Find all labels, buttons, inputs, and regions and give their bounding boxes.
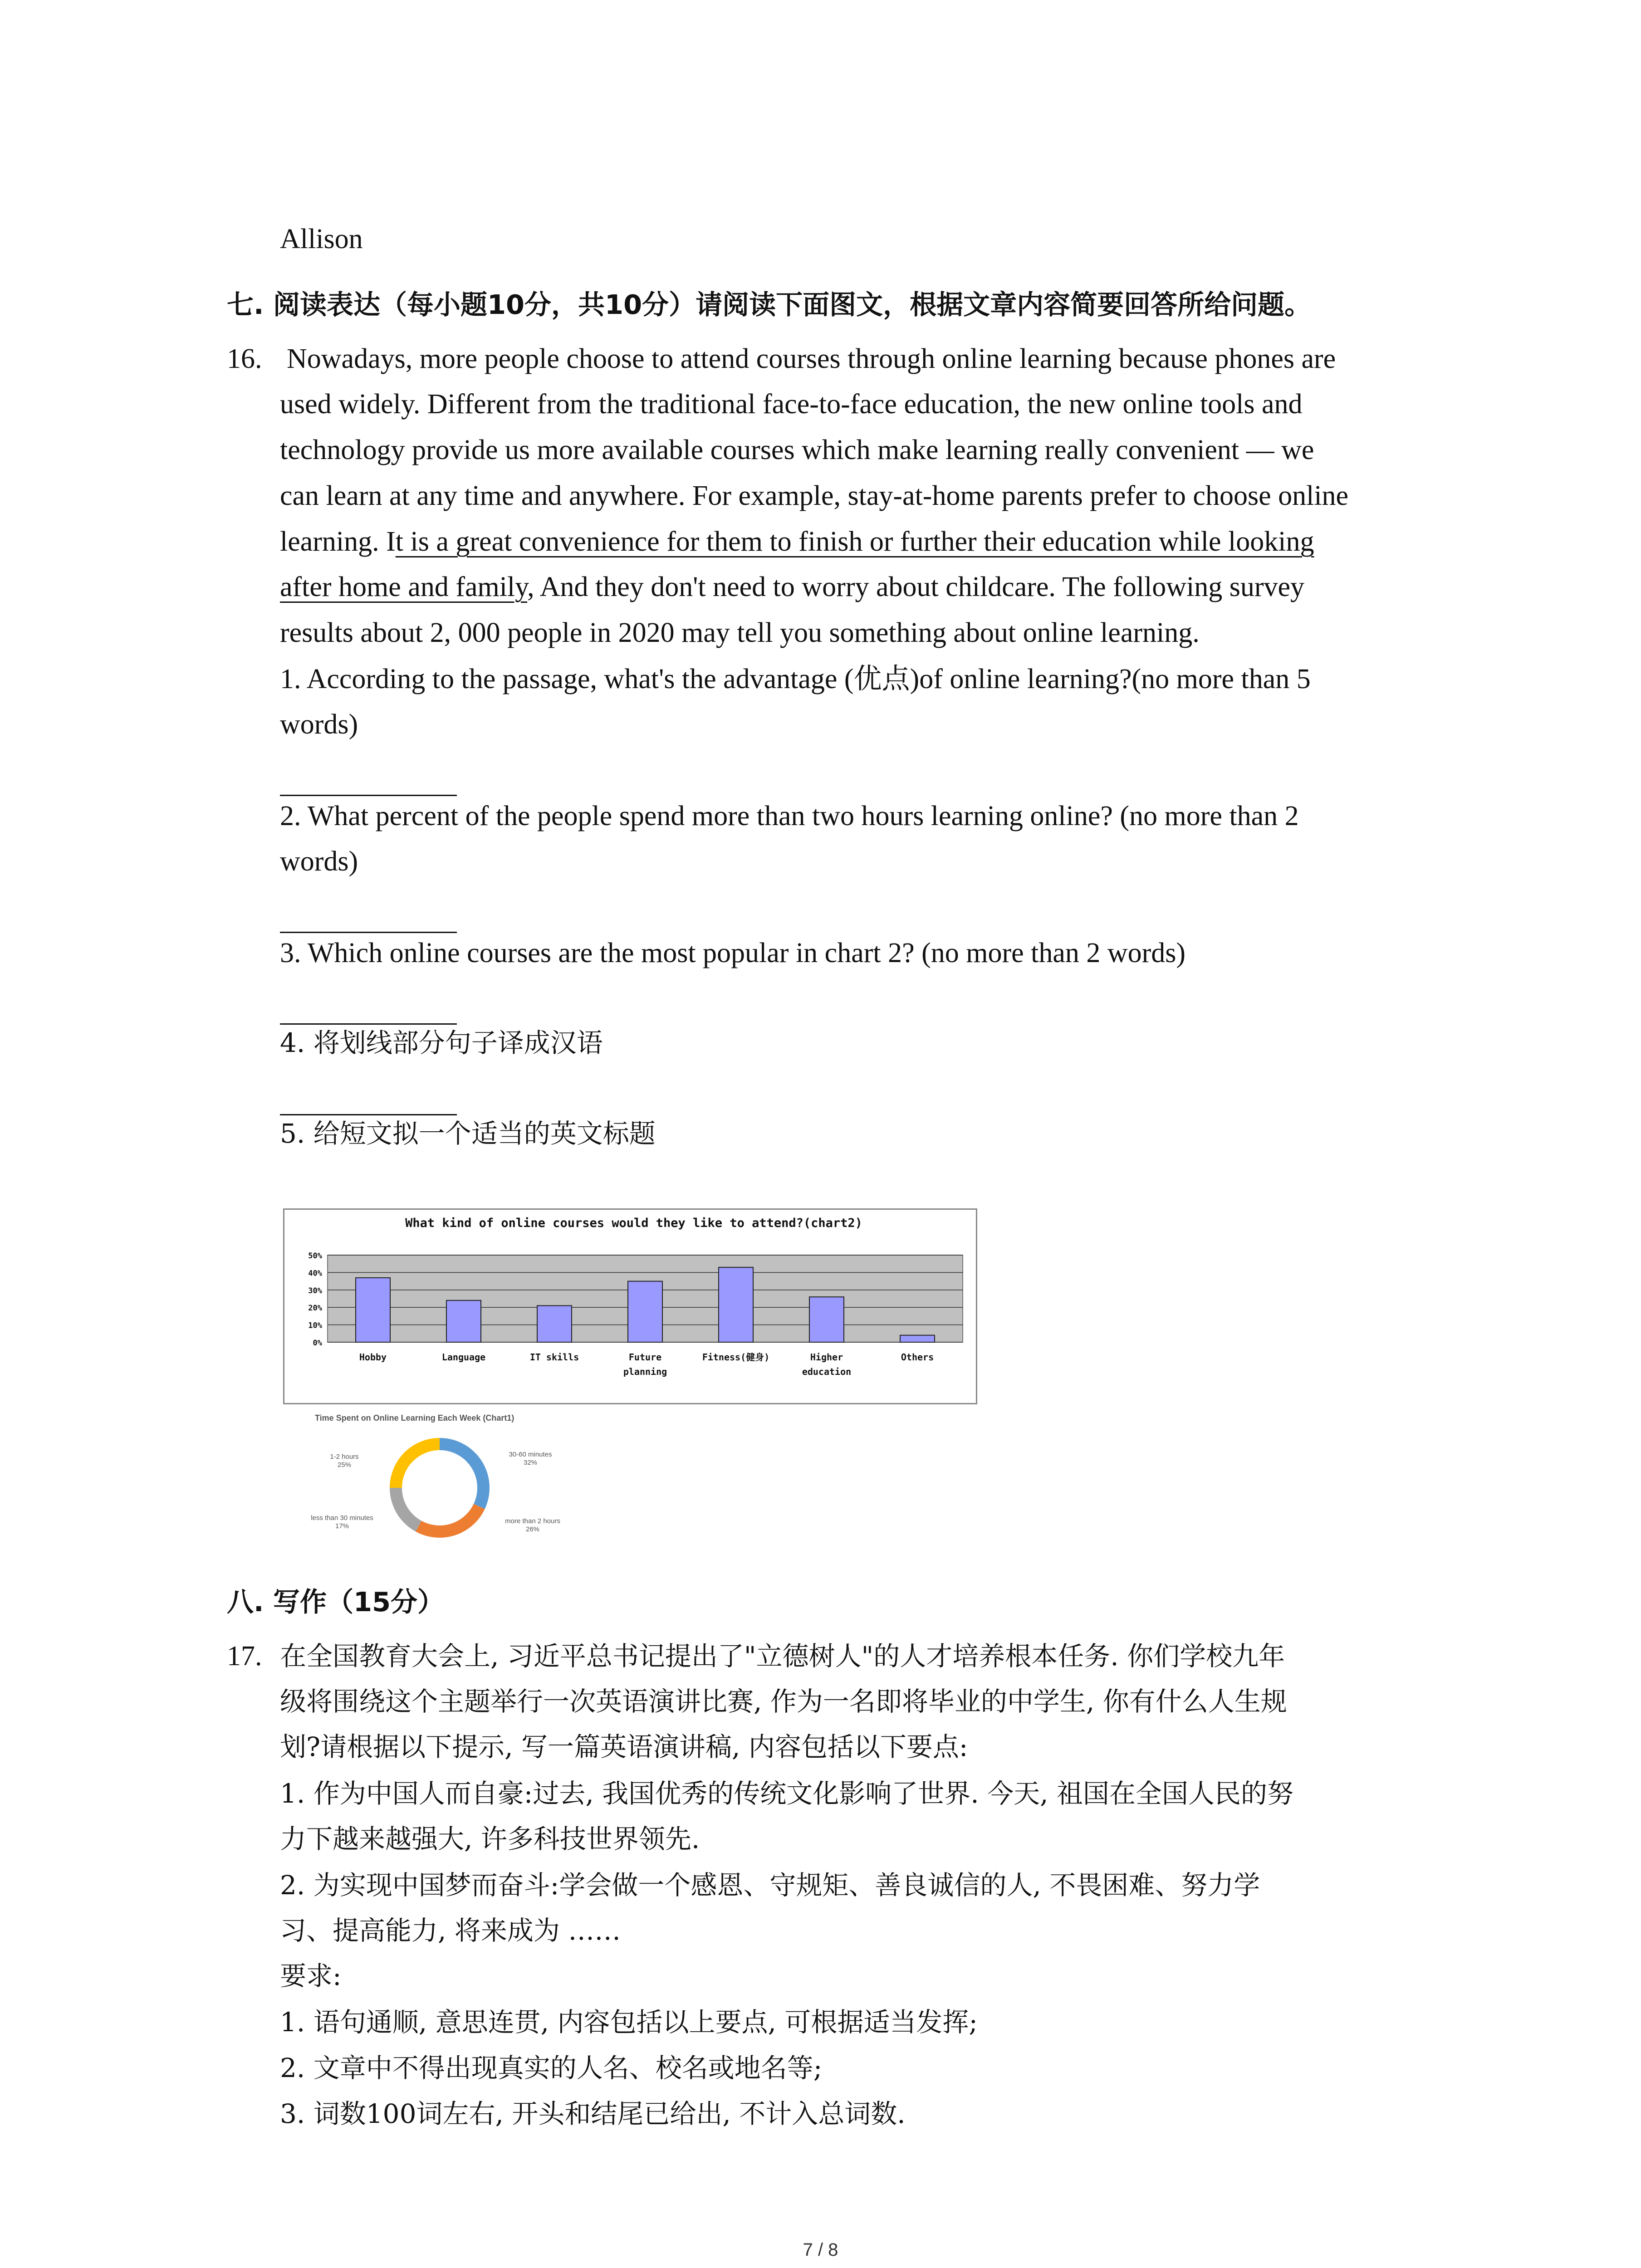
q17-requirements-label: 要求:: [280, 1960, 342, 1991]
slice-pct-30-60: 32%: [523, 1459, 538, 1466]
passage-line-5-start: learning. I: [280, 526, 396, 557]
slice-label-more-2-hours: more than 2 hours: [505, 1517, 560, 1525]
sub-question-2: 2. What percent of the people spend more than two hours learning online? (no more than 2: [280, 801, 1299, 831]
bar: [900, 1335, 935, 1342]
bar: [628, 1281, 662, 1342]
answer-blank-1[interactable]: [280, 795, 457, 796]
q17-line-5: 力下越来越强大, 许多科技世界领先.: [280, 1823, 700, 1854]
donut-ring: [389, 1437, 490, 1538]
x-tick-label: Others: [901, 1352, 934, 1363]
bar-chart-title: What kind of online courses would they like to attend?(chart2): [405, 1216, 862, 1230]
slice-label-1-2-hours: 1-2 hours: [330, 1453, 359, 1461]
x-tick-label: Future: [628, 1352, 662, 1363]
slice-pct-less-30: 17%: [335, 1522, 349, 1530]
sub-question-3: 3. Which online courses are the most popular in chart 2? (no more than 2 words): [280, 938, 1186, 968]
underlined-sentence-part-1: t is a great convenience for them to finish or further their education while looking: [395, 526, 1314, 557]
sub-question-4: 4. 将划线部分句子译成汉语: [280, 1027, 603, 1058]
bar: [809, 1297, 844, 1342]
slice-label-less-30: less than 30 minutes: [311, 1514, 373, 1522]
donut-slice: [440, 1444, 484, 1506]
bar: [446, 1300, 481, 1342]
q17-line-6: 2. 为实现中国梦而奋斗:学会做一个感恩、守规矩、善良诚信的人, 不畏困难、努力学: [280, 1870, 1260, 1901]
answer-blank-4[interactable]: [280, 1114, 457, 1115]
x-tick-label: Hobby: [359, 1352, 387, 1363]
page-number: 7 / 8: [803, 2240, 838, 2260]
underlined-sentence-part-2: after home and family: [280, 572, 528, 602]
x-tick-label: Language: [441, 1352, 486, 1363]
y-tick-label: 20%: [308, 1304, 322, 1313]
slice-label-30-60: 30-60 minutes: [509, 1451, 552, 1458]
y-tick-label: 50%: [308, 1251, 322, 1261]
question-16-number: 16.: [227, 343, 262, 374]
bar: [719, 1267, 753, 1342]
x-tick-label: IT skills: [529, 1352, 579, 1363]
donut-chart-box: [283, 1411, 655, 1560]
donut-chart-title: Time Spent on Online Learning Each Week (Chart1): [315, 1413, 514, 1422]
donut-chart: [283, 1411, 655, 1560]
section-8-heading: 八. 写作（15分）: [227, 1586, 445, 1618]
q17-line-4: 1. 作为中国人而自豪:过去, 我国优秀的传统文化影响了世界. 今天, 祖国在全国人民的努: [280, 1778, 1293, 1809]
q17-requirement-1: 1. 语句通顺, 意思连贯, 内容包括以上要点, 可根据适当发挥;: [280, 2007, 978, 2038]
donut-slice: [396, 1488, 418, 1526]
passage-line-5: [280, 528, 1314, 556]
x-tick-label: education: [802, 1366, 852, 1377]
y-tick-label: 30%: [308, 1286, 322, 1295]
slice-pct-1-2-hours: 25%: [337, 1461, 352, 1469]
passage-line-6: [280, 573, 1304, 601]
y-tick-label: 10%: [308, 1321, 322, 1330]
bar: [356, 1278, 390, 1342]
q17-requirement-3: 3. 词数100词左右, 开头和结尾已给出, 不计入总词数.: [280, 2098, 906, 2129]
y-tick-label: 0%: [313, 1339, 322, 1348]
sub-question-2-cont: words): [280, 846, 358, 877]
answer-blank-3[interactable]: [280, 1023, 457, 1025]
bar-chart: [284, 1210, 976, 1403]
q17-line-3: 划?请根据以下提示, 写一篇英语演讲稿, 内容包括以下要点:: [280, 1731, 968, 1762]
x-tick-label: Higher: [810, 1352, 843, 1363]
q17-line-7: 习、提高能力, 将来成为 ……: [280, 1915, 621, 1946]
bar-plot-area: [308, 1251, 963, 1377]
q17-line-1: 在全国教育大会上, 习近平总书记提出了"立德树人"的人才培养根本任务. 你们学校九年: [280, 1641, 1285, 1672]
q17-requirement-2: 2. 文章中不得出现真实的人名、校名或地名等;: [280, 2053, 823, 2083]
sub-question-1-cont: words): [280, 709, 358, 740]
section-7-heading: 七. 阅读表达（每小题10分，共10分）请阅读下面图文，根据文章内容简要回答所给问题。: [227, 289, 1312, 320]
passage-line-4: can learn at any time and anywhere. For example, stay-at-home parents prefer to choose online: [280, 480, 1349, 511]
passage-line-2: used widely. Different from the traditional face-to-face education, the new online tools and: [280, 389, 1303, 420]
x-tick-label: planning: [623, 1366, 667, 1377]
y-tick-label: 40%: [308, 1269, 322, 1278]
closing-name: Allison: [280, 224, 363, 254]
sub-question-5: 5. 给短文拟一个适当的英文标题: [280, 1118, 656, 1149]
donut-slice: [396, 1444, 440, 1488]
passage-line-3: technology provide us more available courses which make learning really convenient — we: [280, 435, 1314, 465]
passage-line-6-end: , And they don't need to worry about childcare. The following survey: [527, 572, 1305, 602]
question-17-number: 17.: [227, 1641, 262, 1672]
passage-line-7: results about 2, 000 people in 2020 may tell you something about online learning.: [280, 617, 1200, 648]
passage-line-1: Nowadays, more people choose to attend courses through online learning because phones are: [287, 343, 1336, 374]
slice-pct-more-2-hours: 26%: [525, 1525, 540, 1533]
bar: [537, 1305, 572, 1342]
x-tick-label: Fitness(健身): [702, 1352, 770, 1363]
answer-blank-2[interactable]: [280, 932, 457, 933]
sub-question-1: 1. According to the passage, what's the advantage (优点)of online learning?(no more than 5: [280, 664, 1311, 694]
q17-line-2: 级将围绕这个主题举行一次英语演讲比赛, 作为一名即将毕业的中学生, 你有什么人生规: [280, 1686, 1287, 1717]
bar-chart-frame: [283, 1208, 977, 1404]
